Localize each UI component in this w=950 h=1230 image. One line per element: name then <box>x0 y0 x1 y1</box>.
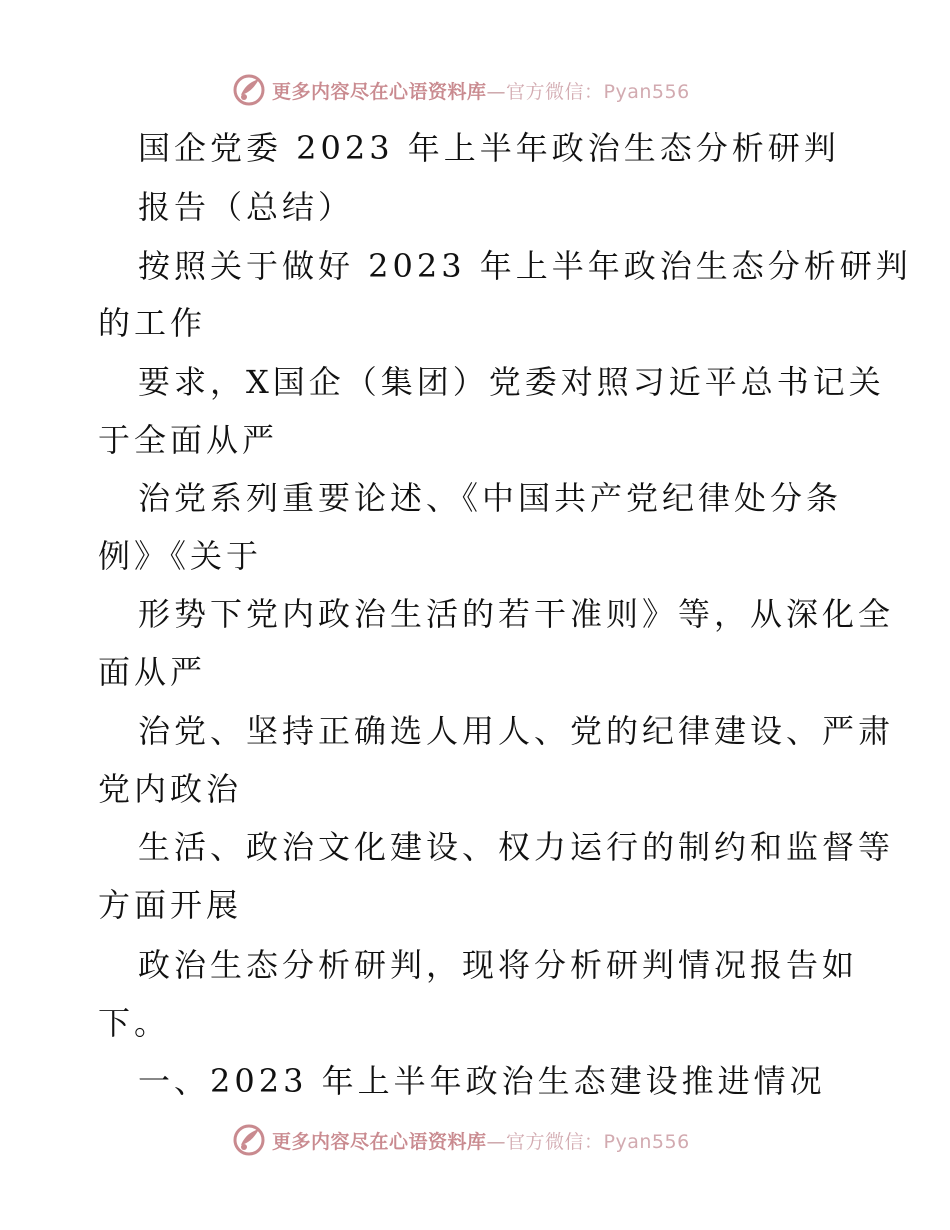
watermark-separator: — <box>486 80 507 103</box>
watermark-wechat: 官方微信：Pyan556 <box>506 80 690 103</box>
watermark-header <box>0 70 950 110</box>
paragraph-line: 要求，X国企（集团）党委对照习近平总书记关 <box>138 363 885 401</box>
paragraph-line: 形势下党内政治生活的若干准则》等，从深化全 <box>138 595 895 633</box>
watermark-brand: 更多内容尽在心语资料库 <box>272 1130 487 1153</box>
doc-title-line-1: 国企党委 2023 年上半年政治生态分析研判 <box>138 129 840 167</box>
watermark-footer <box>0 1120 950 1160</box>
watermark-wechat: 官方微信：Pyan556 <box>506 1130 690 1153</box>
paragraph-line: 政治生态分析研判，现将分析研判情况报告如 <box>138 946 859 984</box>
paragraph-line: 按照关于做好 2023 年上半年政治生态分析研判 <box>138 247 912 285</box>
brand-logo-icon <box>232 1123 266 1157</box>
paragraph-line: 党内政治 <box>98 770 243 808</box>
paragraph-line: 下。 <box>98 1004 171 1042</box>
paragraph-line: 面从严 <box>98 653 207 691</box>
paragraph-line: 于全面从严 <box>98 421 279 459</box>
watermark-separator: — <box>486 1130 507 1153</box>
watermark-brand: 更多内容尽在心语资料库 <box>272 80 487 103</box>
paragraph-line: 治党系列重要论述、《中国共产党纪律处分条 <box>138 479 843 517</box>
section-heading: 一、2023 年上半年政治生态建设推进情况 <box>138 1062 826 1100</box>
paragraph-line: 生活、政治文化建设、权力运行的制约和监督等 <box>138 828 895 866</box>
paragraph-line: 例》《关于 <box>98 537 263 575</box>
paragraph-line: 方面开展 <box>98 886 243 924</box>
doc-title-line-2: 报告（总结） <box>138 188 355 226</box>
brand-logo-icon <box>232 73 266 107</box>
paragraph-line: 的工作 <box>98 304 207 342</box>
paragraph-line: 治党、坚持正确选人用人、党的纪律建设、严肃 <box>138 712 895 750</box>
